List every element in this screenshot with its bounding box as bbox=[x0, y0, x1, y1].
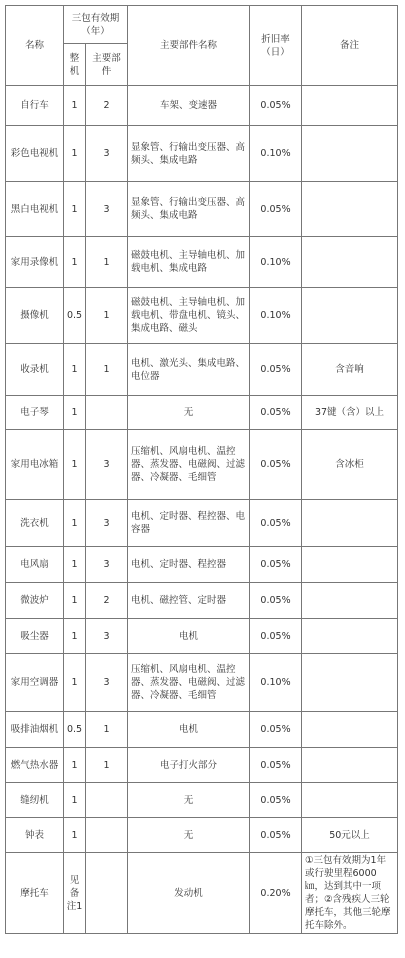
cell-remark bbox=[302, 783, 398, 818]
cell-main bbox=[86, 853, 128, 934]
cell-main: 1 bbox=[86, 288, 128, 344]
cell-name: 家用空调器 bbox=[6, 654, 64, 712]
cell-whole: 0.5 bbox=[64, 288, 86, 344]
header-rate: 折旧率（日） bbox=[250, 6, 302, 86]
cell-whole: 1 bbox=[64, 86, 86, 126]
cell-whole: 1 bbox=[64, 344, 86, 396]
cell-rate: 0.05% bbox=[250, 430, 302, 500]
cell-main: 2 bbox=[86, 86, 128, 126]
cell-rate: 0.10% bbox=[250, 126, 302, 182]
cell-parts: 显象管、行输出变压器、高频头、集成电路 bbox=[128, 182, 250, 237]
cell-whole: 1 bbox=[64, 182, 86, 237]
cell-remark bbox=[302, 654, 398, 712]
cell-name: 收录机 bbox=[6, 344, 64, 396]
cell-rate: 0.05% bbox=[250, 619, 302, 654]
cell-rate: 0.05% bbox=[250, 182, 302, 237]
table-row bbox=[6, 712, 398, 748]
header-name: 名称 bbox=[6, 6, 64, 86]
table-row bbox=[6, 288, 398, 344]
cell-name: 钟表 bbox=[6, 818, 64, 853]
cell-name: 电风扇 bbox=[6, 547, 64, 583]
cell-whole: 1 bbox=[64, 748, 86, 783]
cell-parts: 显象管、行输出变压器、高频头、集成电路 bbox=[128, 126, 250, 182]
cell-parts: 电机、激光头、集成电路、电位器 bbox=[128, 344, 250, 396]
cell-parts: 电机、定时器、程控器、电容器 bbox=[128, 500, 250, 547]
cell-parts: 磁鼓电机、主导轴电机、加载电机、带盘电机、镜头、集成电路、磁头 bbox=[128, 288, 250, 344]
cell-main: 1 bbox=[86, 344, 128, 396]
cell-remark bbox=[302, 237, 398, 288]
cell-remark bbox=[302, 547, 398, 583]
cell-parts: 无 bbox=[128, 818, 250, 853]
cell-rate: 0.10% bbox=[250, 288, 302, 344]
cell-name: 摩托车 bbox=[6, 853, 64, 934]
cell-remark: 37键（含）以上 bbox=[302, 396, 398, 430]
cell-remark bbox=[302, 86, 398, 126]
cell-whole: 1 bbox=[64, 430, 86, 500]
cell-name: 彩色电视机 bbox=[6, 126, 64, 182]
cell-main bbox=[86, 396, 128, 430]
cell-parts: 压缩机、风扇电机、温控器、蒸发器、电磁阀、过滤器、冷凝器、毛细管 bbox=[128, 654, 250, 712]
cell-remark: 含音响 bbox=[302, 344, 398, 396]
table-row bbox=[6, 818, 398, 853]
table-row bbox=[6, 396, 398, 430]
table-row bbox=[6, 126, 398, 182]
table-row bbox=[6, 654, 398, 712]
cell-remark bbox=[302, 126, 398, 182]
cell-main: 3 bbox=[86, 126, 128, 182]
table-row bbox=[6, 748, 398, 783]
cell-name: 家用电冰箱 bbox=[6, 430, 64, 500]
cell-main: 3 bbox=[86, 430, 128, 500]
table-row bbox=[6, 853, 398, 934]
table-row bbox=[6, 86, 398, 126]
cell-whole: 1 bbox=[64, 126, 86, 182]
table-row bbox=[6, 344, 398, 396]
cell-rate: 0.20% bbox=[250, 853, 302, 934]
table-row bbox=[6, 430, 398, 500]
cell-main: 3 bbox=[86, 654, 128, 712]
cell-main: 3 bbox=[86, 619, 128, 654]
cell-remark bbox=[302, 500, 398, 547]
cell-whole: 见备注1 bbox=[64, 853, 86, 934]
cell-parts: 电机 bbox=[128, 712, 250, 748]
table-row bbox=[6, 547, 398, 583]
cell-rate: 0.05% bbox=[250, 86, 302, 126]
cell-remark bbox=[302, 619, 398, 654]
cell-parts: 磁鼓电机、主导轴电机、加载电机、集成电路 bbox=[128, 237, 250, 288]
cell-rate: 0.10% bbox=[250, 654, 302, 712]
table-row bbox=[6, 583, 398, 619]
cell-parts: 电机 bbox=[128, 619, 250, 654]
cell-rate: 0.05% bbox=[250, 344, 302, 396]
cell-rate: 0.05% bbox=[250, 500, 302, 547]
header-whole: 整机 bbox=[64, 44, 86, 86]
cell-rate: 0.10% bbox=[250, 237, 302, 288]
cell-name: 家用录像机 bbox=[6, 237, 64, 288]
cell-name: 缝纫机 bbox=[6, 783, 64, 818]
cell-parts: 电机、磁控管、定时器 bbox=[128, 583, 250, 619]
cell-main: 1 bbox=[86, 712, 128, 748]
cell-parts: 无 bbox=[128, 396, 250, 430]
header-warranty: 三包有效期（年） bbox=[64, 6, 128, 44]
cell-rate: 0.05% bbox=[250, 547, 302, 583]
cell-remark: ①三包有效期为1年或行驶里程6000㎞，达到其中一项者；②含残疾人三轮摩托车，其他三轮摩托车除外。 bbox=[302, 853, 398, 934]
cell-whole: 0.5 bbox=[64, 712, 86, 748]
cell-whole: 1 bbox=[64, 237, 86, 288]
cell-name: 黑白电视机 bbox=[6, 182, 64, 237]
cell-parts: 发动机 bbox=[128, 853, 250, 934]
cell-whole: 1 bbox=[64, 500, 86, 547]
cell-whole: 1 bbox=[64, 783, 86, 818]
table-row bbox=[6, 182, 398, 237]
cell-name: 自行车 bbox=[6, 86, 64, 126]
cell-parts: 电子打火部分 bbox=[128, 748, 250, 783]
cell-rate: 0.05% bbox=[250, 396, 302, 430]
cell-remark bbox=[302, 583, 398, 619]
table-row bbox=[6, 783, 398, 818]
cell-rate: 0.05% bbox=[250, 583, 302, 619]
cell-main: 1 bbox=[86, 237, 128, 288]
cell-whole: 1 bbox=[64, 547, 86, 583]
cell-name: 摄像机 bbox=[6, 288, 64, 344]
header-parts-name: 主要部件名称 bbox=[128, 6, 250, 86]
cell-parts: 无 bbox=[128, 783, 250, 818]
cell-parts: 电机、定时器、程控器 bbox=[128, 547, 250, 583]
cell-whole: 1 bbox=[64, 654, 86, 712]
cell-remark bbox=[302, 748, 398, 783]
cell-rate: 0.05% bbox=[250, 783, 302, 818]
cell-rate: 0.05% bbox=[250, 712, 302, 748]
cell-main: 1 bbox=[86, 748, 128, 783]
cell-main: 2 bbox=[86, 583, 128, 619]
cell-rate: 0.05% bbox=[250, 748, 302, 783]
cell-rate: 0.05% bbox=[250, 818, 302, 853]
cell-whole: 1 bbox=[64, 396, 86, 430]
cell-name: 微波炉 bbox=[6, 583, 64, 619]
cell-main: 3 bbox=[86, 500, 128, 547]
cell-remark bbox=[302, 712, 398, 748]
header-remark: 备注 bbox=[302, 6, 398, 86]
header-main-parts: 主要部件 bbox=[86, 44, 128, 86]
cell-remark: 50元以上 bbox=[302, 818, 398, 853]
cell-main bbox=[86, 818, 128, 853]
warranty-table bbox=[5, 5, 398, 934]
cell-remark bbox=[302, 288, 398, 344]
cell-name: 电子琴 bbox=[6, 396, 64, 430]
cell-name: 吸尘器 bbox=[6, 619, 64, 654]
cell-name: 吸排油烟机 bbox=[6, 712, 64, 748]
cell-main: 3 bbox=[86, 547, 128, 583]
table-row bbox=[6, 500, 398, 547]
cell-parts: 车架、变速器 bbox=[128, 86, 250, 126]
cell-main: 3 bbox=[86, 182, 128, 237]
cell-whole: 1 bbox=[64, 619, 86, 654]
cell-parts: 压缩机、风扇电机、温控器、蒸发器、电磁阀、过滤器、冷凝器、毛细管 bbox=[128, 430, 250, 500]
cell-whole: 1 bbox=[64, 583, 86, 619]
table-row bbox=[6, 619, 398, 654]
cell-main bbox=[86, 783, 128, 818]
table-row bbox=[6, 237, 398, 288]
cell-remark: 含冰柜 bbox=[302, 430, 398, 500]
cell-remark bbox=[302, 182, 398, 237]
cell-whole: 1 bbox=[64, 818, 86, 853]
cell-name: 洗衣机 bbox=[6, 500, 64, 547]
cell-name: 燃气热水器 bbox=[6, 748, 64, 783]
